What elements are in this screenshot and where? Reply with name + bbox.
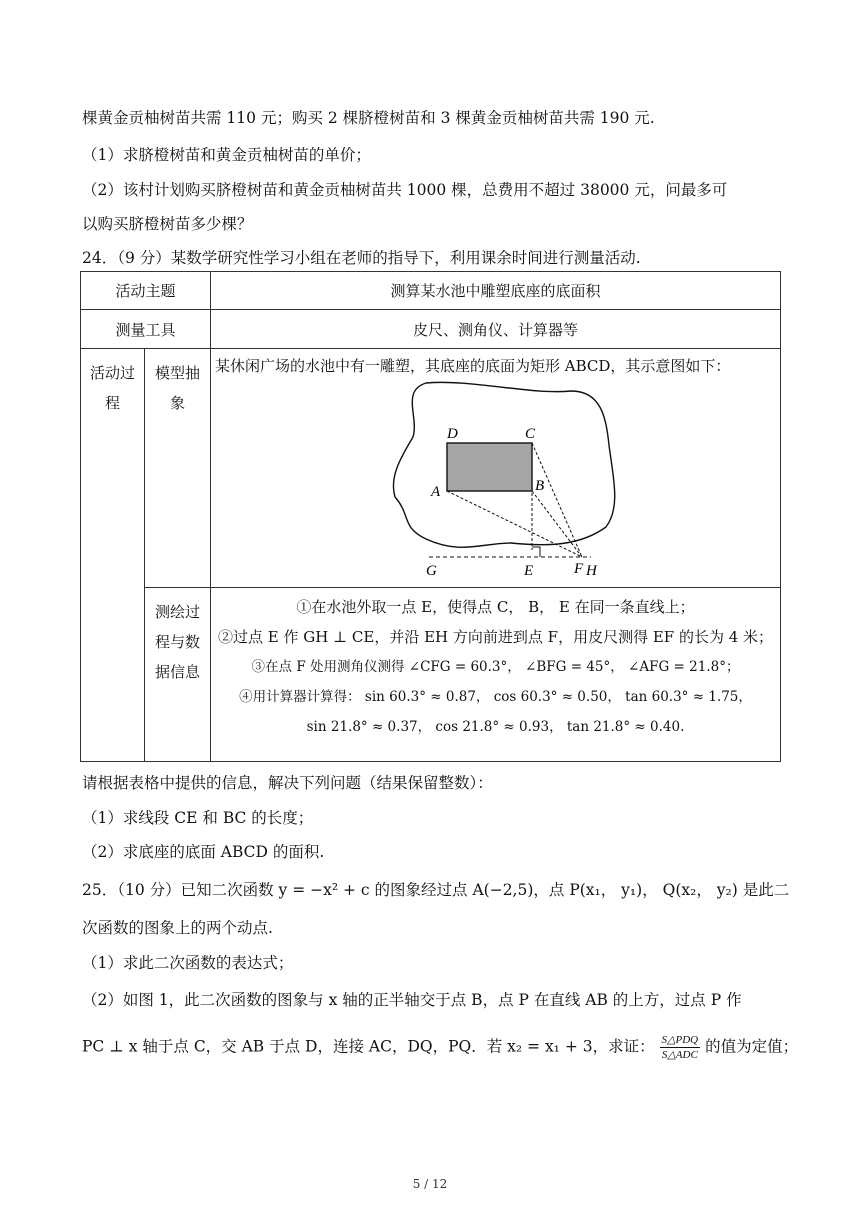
q25-part2: （2）如图 1，此二次函数的图象与 x 轴的正半轴交于点 B，点 P 在直线 AB 的上方，过点 P 作 <box>82 991 742 1009</box>
question-25-header: 25．（10 分）已知二次函数 y = −x² + c 的图象经过点 A(−2,5)，点 P(x₁， y₁)， Q(x₂， y₂) 是此二 <box>82 881 790 899</box>
label-B: B <box>535 478 545 494</box>
q24-part1: （1）求线段 CE 和 BC 的长度； <box>82 809 314 827</box>
text-line-4: 以购买脐橙树苗多少棵？ <box>82 215 253 233</box>
label-A: A <box>431 484 441 500</box>
activity-table <box>80 271 781 762</box>
label-G: G <box>426 563 437 579</box>
page-number: 5 / 12 <box>412 1177 448 1191</box>
step-2: ②过点 E 作 GH ⊥ CE，并沿 EH 方向前进到点 F，用皮尺测得 EF 的长为 4 米； <box>217 628 774 646</box>
q25-line-2: 次函数的图象上的两个动点. <box>82 919 273 937</box>
q25-part1: （1）求此二次函数的表达式； <box>82 954 294 972</box>
model-description: 某休闲广场的水池中有一雕塑，其底座的底面为矩形 ABCD，其示意图如下： <box>215 357 731 375</box>
fraction-denominator: S△ADC <box>661 1049 698 1061</box>
label-D: D <box>447 426 458 442</box>
row-process-label: 活动过程 <box>81 349 145 762</box>
question-24-header: 24．（9 分）某数学研究性学习小组在老师的指导下，利用课余时间进行测量活动. <box>82 249 641 267</box>
sculpture-base-rect <box>447 443 532 491</box>
area-ratio-fraction <box>660 1033 701 1062</box>
instruction-line: 请根据表格中提供的信息，解决下列问题（结果保留整数）： <box>82 774 493 792</box>
q25-part2-line2 <box>82 1033 800 1062</box>
q25-part2-end: 的值为定值； <box>705 1037 799 1056</box>
label-C: C <box>525 426 536 442</box>
step-5: sin 21.8° ≈ 0.37， cos 21.8° ≈ 0.93， tan 21.8° ≈ 0.40. <box>306 719 685 735</box>
label-H: H <box>586 563 597 579</box>
row-theme-value: 测算某水池中雕塑底座的底面积 <box>211 272 781 310</box>
model-abstraction-cell <box>211 349 781 588</box>
fraction-numerator: S△PDQ <box>661 1034 699 1046</box>
label-E: E <box>524 563 534 579</box>
text-line-1: 棵黄金贡柚树苗共需 110 元；购买 2 棵脐橙树苗和 3 棵黄金贡柚树苗共需 190 元. <box>82 109 655 127</box>
step-3: ③在点 F 处用测角仪测得 ∠CFG = 60.3°， ∠BFG = 45°， ∠AFG = 21.8°； <box>251 659 740 675</box>
q24-part2: （2）求底座的底面 ABCD 的面积. <box>82 843 325 861</box>
text-line-3: （2）该村计划购买脐橙树苗和黄金贡柚树苗共 1000 棵，总费用不超过 38000 元，问最多可 <box>82 181 728 199</box>
text-line-2: （1）求脐橙树苗和黄金贡柚树苗的单价； <box>82 146 371 164</box>
pool-diagram <box>211 377 781 583</box>
step-4: ④用计算器计算得： sin 60.3° ≈ 0.87， cos 60.3° ≈ 0.50， tan 60.3° ≈ 1.75， <box>239 689 752 705</box>
row-tools-label: 测量工具 <box>81 310 211 349</box>
q25-part2-text: PC ⊥ x 轴于点 C，交 AB 于点 D，连接 AC，DQ，PQ．若 x₂ = x₁ + 3，求证： <box>82 1037 655 1056</box>
survey-process-cell <box>211 588 781 762</box>
survey-process-label: 测绘过程与数据信息 <box>145 588 211 762</box>
model-abstraction-label: 模型抽象 <box>145 349 211 588</box>
row-theme-label: 活动主题 <box>81 272 211 310</box>
step-1: ①在水池外取一点 E，使得点 C， B， E 在同一条直线上； <box>296 598 695 616</box>
row-tools-value: 皮尺、测角仪、计算器等 <box>211 310 781 349</box>
label-F: F <box>574 561 584 577</box>
